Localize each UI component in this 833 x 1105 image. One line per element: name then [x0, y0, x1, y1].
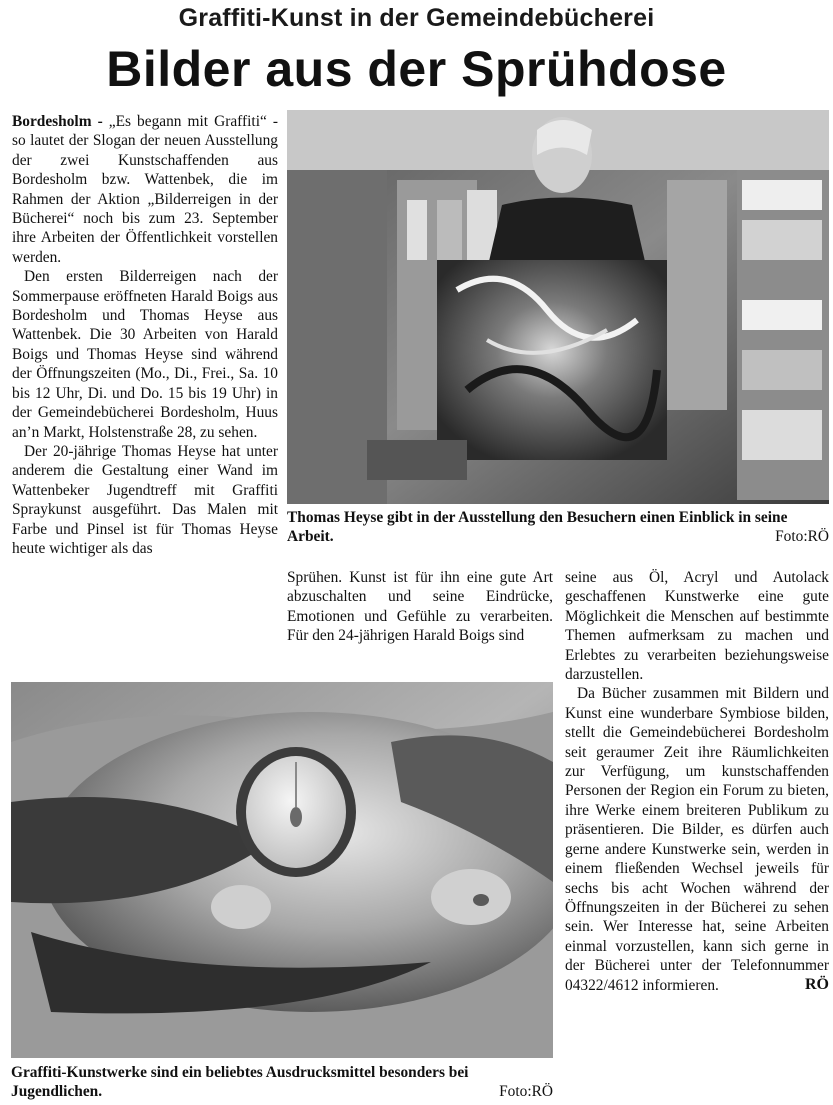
photo-graffiti-artwork-image — [11, 682, 553, 1058]
signature: RÖ — [805, 975, 829, 993]
photo-1-caption-text: Thomas Heyse gibt in der Ausstellung den Besuchern einen Einblick in seine Arbeit. — [287, 509, 788, 546]
column-2 — [287, 568, 553, 646]
paragraph-1-text: „Es begann mit Graffiti“ - so lautet der Slogan der neuen Ausstellung der zwei Kunstschaffenden aus Bordesholm bzw. Wattenbek, die im Rahmen der Aktion „Bilderreigen in der Bücherei“ noch bis zum 23. September ihre Arbeiten der Öffentlichkeit vorstellen werden. — [12, 113, 278, 266]
photo-graffiti-artwork — [11, 682, 553, 1058]
photo-2-credit: Foto:RÖ — [499, 1083, 553, 1101]
column-1 — [12, 112, 278, 558]
column-3 — [565, 568, 829, 994]
photo-thomas-heyse-image — [287, 110, 829, 504]
column-2-text: Sprühen. Kunst ist für ihn eine gute Art abzuschalten und seine Eindrücke, Emotionen und Gefühle zu verarbeiten. Für den 24-jährigen Harald Boigs sind — [287, 569, 553, 645]
paragraph-2: Den ersten Bilderreigen nach der Sommerpause eröffneten Harald Boigs aus Bordesholm und Thomas Heyse aus Wattenbek. Die 30 Arbeiten von Harald Boigs und Thomas Heyse sind während der Öffnungszeiten (Mo., Di., Frei., Sa. 10 bis 12 Uhr, Di. und Do. 15 bis 19 Uhr) in der Gemeindebücherei Bordesholm, Huus an’n Markt, Holstenstraße 28, zu sehen. — [12, 268, 278, 441]
article-headline: Bilder aus der Sprühdose — [106, 41, 727, 97]
column-3-paragraph-1: seine aus Öl, Acryl und Autolack geschaffenen Kunstwerke eine gute Möglichkeit die Menschen auf bestimmte Themen aufmerksam zu machen und Erlebtes zu verarbeiten beziehungsweise darzustellen. — [565, 569, 829, 684]
paragraph-1 — [12, 112, 278, 267]
photo-2-caption-text: Graffiti-Kunstwerke sind ein beliebtes Ausdrucksmittel besonders bei Jugendlichen. — [11, 1064, 469, 1101]
photo-1-caption-block — [287, 508, 829, 547]
photo-thomas-heyse — [287, 110, 829, 504]
photo-1-credit: Foto:RÖ — [775, 528, 829, 546]
photo-2-caption — [11, 1063, 553, 1102]
photo-2-caption-block — [11, 1063, 553, 1102]
photo-1-caption — [287, 508, 829, 547]
article-kicker: Graffiti-Kunst in der Gemeindebücherei — [178, 4, 655, 32]
column-3-paragraph-2: Da Bücher zusammen mit Bildern und Kunst eine wunderbare Symbiose bilden, stellt die Gemeindebücherei Bordesholm seit geraumer Zeit ihre Räumlichkeiten zur Verfügung, um kunstschaffenden Personen der Region ein Forum zu bieten, ihre Werke einem breiteren Publikum zu präsentieren. Die Bilder, es dürfen auch gerne andere Kunstwerke sein, werden in einem fließenden Wechsel jeweils für sechs bis acht Wochen während der Öffnungszeiten in der Bücherei zu sehen sein. Wer Interesse hat, seine Arbeiten einmal vorzustellen, kann sich gerne in der Bücherei unter der Telefonnummer 04322/4612 informieren. — [565, 685, 829, 994]
paragraph-3: Der 20-jährige Thomas Heyse hat unter anderem die Gestaltung einer Wand im Wattenbeker Jugendtreff mit Graffiti Spraykunst ausgeführt. Das Malen mit Farbe und Pinsel ist für Thomas Heyse heute wichtiger als das — [12, 442, 278, 557]
dateline: Bordesholm - — [12, 113, 103, 130]
